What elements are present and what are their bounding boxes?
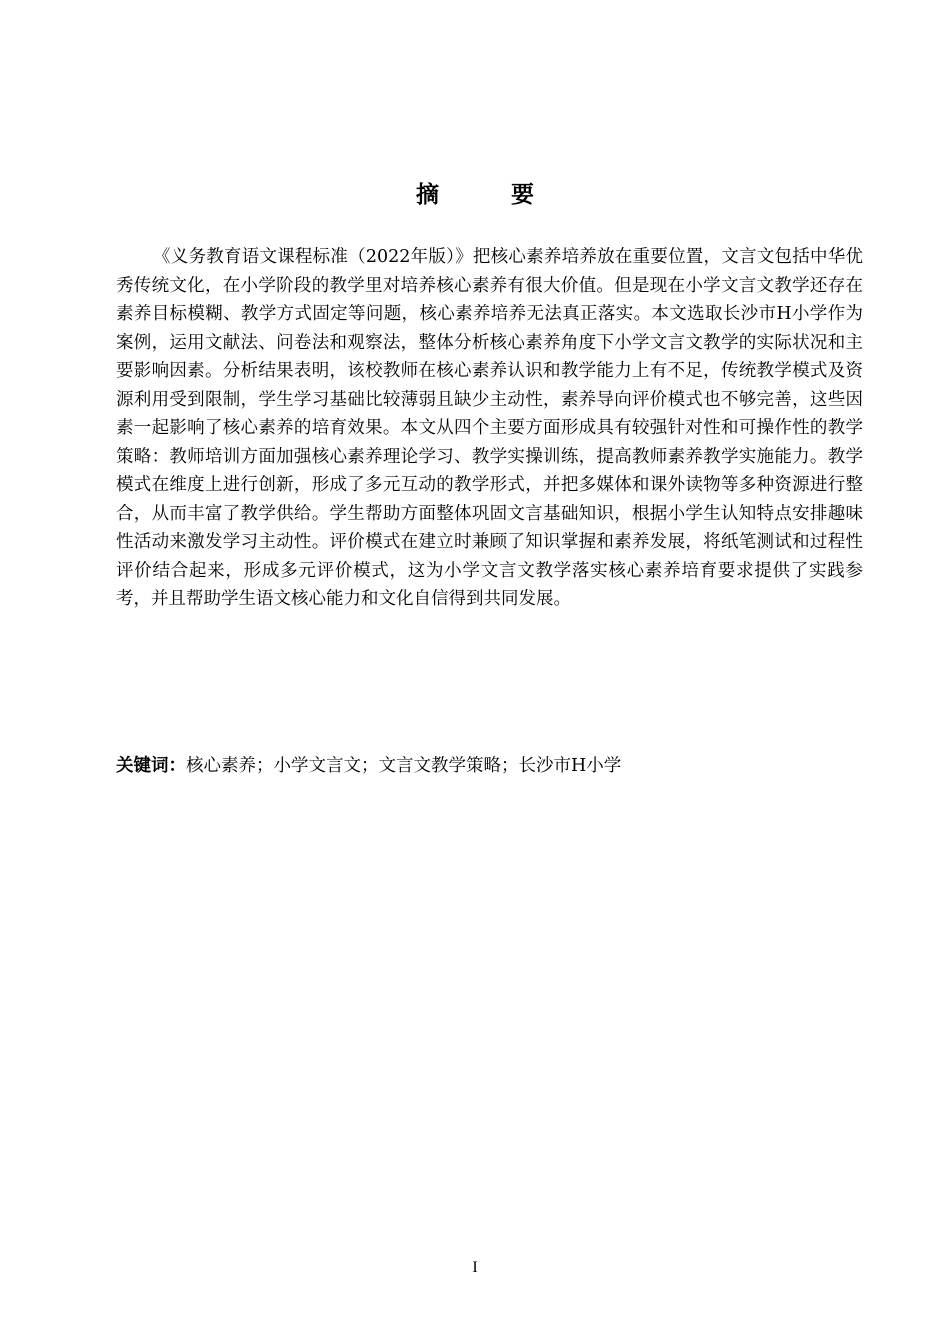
keywords-label: 关键词： [116, 756, 186, 776]
page-number: I [472, 1259, 478, 1276]
keywords-text: 核心素养；小学文言文；文言文教学策略；长沙市H小学 [186, 756, 622, 776]
abstract-title: 摘 要 [415, 182, 566, 208]
keywords-line [116, 752, 863, 780]
abstract-body: 《义务教育语文课程标准（2022年版）》把核心素养培养放在重要位置，文言文包括中华优秀传统文化，在小学阶段的教学里对培养核心素养有很大价值。但是现在小学文言文教学还存在素养目标模糊、教学方式固定等问题，核心素养培养无法真正落实。本文选取长沙市H小学作为案例，运用文献法、问卷法和观察法，整体分析核心素养角度下小学文言文教学的实际状况和主要影响因素。分析结果表明，该校教师在核心素养认识和教学能力上有不足，传统教学模式及资源利用受到限制，学生学习基础比较薄弱且缺少主动性，素养导向评价模式也不够完善，这些因素一起影响了核心素养的培育效果。本文从四个主要方面形成具有较强针对性和可操作性的教学策略：教师培训方面加强核心素养理论学习、教学实操训练，提高教师素养教学实施能力。教学模式在维度上进行创新，形成了多元互动的教学形式，并把多媒体和课外读物等多种资源进行整合，从而丰富了教学供给。学生帮助方面整体巩固文言基础知识，根据小学生认知特点安排趣味性活动来激发学习主动性。评价模式在建立时兼顾了知识掌握和素养发展，将纸笔测试和过程性评价结合起来，形成多元评价模式，这为小学文言文教学落实核心素养培育要求提供了实践参考，并且帮助学生语文核心能力和文化自信得到共同发展。 [116, 247, 863, 609]
